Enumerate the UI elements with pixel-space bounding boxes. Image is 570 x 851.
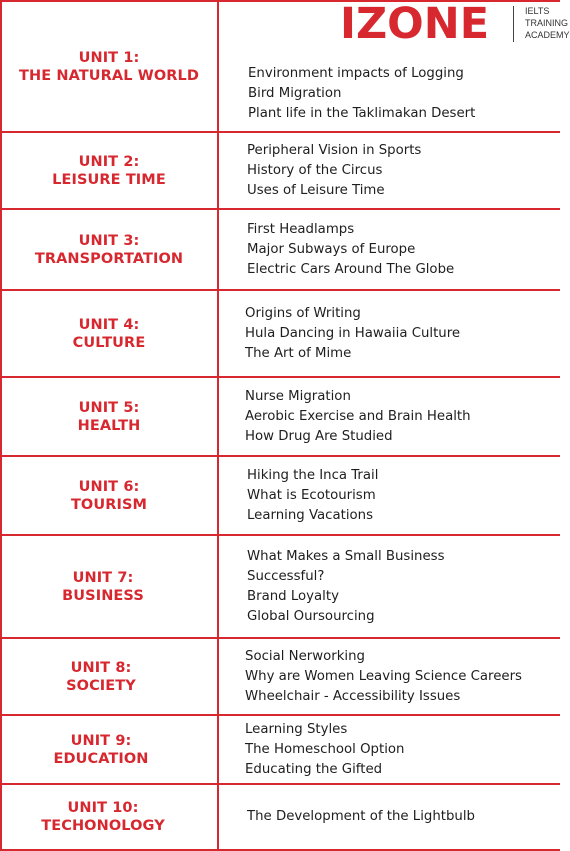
unit-name: HEALTH (77, 417, 141, 434)
unit-topics (247, 209, 556, 290)
logo-tagline-line: TRAINING (525, 18, 569, 28)
logo-tagline-line: IELTS (525, 6, 550, 16)
unit-heading (0, 209, 218, 290)
topic-item: The Development of the Lightbulb (247, 808, 475, 824)
table-row (0, 2, 560, 132)
unit-number: UNIT 4: (78, 316, 140, 333)
topic-item: Brand Loyalty (247, 588, 339, 604)
unit-heading (0, 715, 210, 784)
topic-item: Why are Women Leaving Science Careers (245, 668, 522, 684)
table-row (0, 784, 560, 849)
table-row (0, 377, 560, 456)
topic-item: History of the Circus (247, 162, 383, 178)
topic-item: Successful? (247, 568, 325, 584)
topic-item: Learning Styles (245, 721, 348, 737)
unit-heading (0, 2, 218, 132)
table-row (0, 638, 560, 715)
topic-item: Uses of Leisure Time (247, 182, 385, 198)
topic-item: What is Ecotourism (247, 487, 376, 503)
topic-item: Aerobic Exercise and Brain Health (245, 408, 471, 424)
unit-topics (245, 638, 556, 715)
unit-topics (245, 715, 556, 784)
unit-topics (247, 456, 556, 535)
unit-heading (0, 132, 218, 209)
table-row (0, 132, 560, 209)
topic-item: Nurse Migration (245, 388, 351, 404)
table-row (0, 535, 560, 638)
logo-tagline-line: ACADEMY (525, 30, 570, 40)
topic-item: Plant life in the Taklimakan Desert (248, 106, 476, 121)
topic-item: Wheelchair - Accessibility Issues (245, 688, 461, 704)
unit-topics (247, 784, 556, 849)
topic-item: Global Oursourcing (247, 608, 375, 624)
unit-number: UNIT 8: (70, 659, 132, 676)
table-row (0, 715, 560, 784)
topic-item: Origins of Writing (245, 305, 361, 321)
unit-heading (0, 377, 218, 456)
topic-item: First Headlamps (247, 221, 355, 237)
topic-item: The Homeschool Option (245, 741, 405, 757)
unit-number: UNIT 6: (78, 478, 140, 495)
unit-topics (247, 132, 556, 209)
unit-name: THE NATURAL WORLD (18, 68, 199, 84)
unit-name: TECHONOLOGY (41, 817, 165, 834)
unit-heading (0, 638, 210, 715)
unit-topics (245, 377, 556, 456)
unit-name: LEISURE TIME (52, 171, 166, 188)
logo-wordmark: IZONE (340, 0, 490, 49)
unit-number: UNIT 10: (67, 799, 139, 816)
topic-item: The Art of Mime (245, 345, 352, 361)
unit-name: TOURISM (70, 496, 148, 513)
unit-name: EDUCATION (53, 750, 149, 767)
unit-heading (0, 784, 212, 849)
unit-heading (0, 535, 212, 638)
topic-item: Electric Cars Around The Globe (247, 261, 455, 277)
topic-item: Major Subways of Europe (247, 241, 416, 257)
unit-number: UNIT 9: (70, 732, 132, 749)
unit-topics (245, 290, 556, 377)
topic-item: Hiking the Inca Trail (247, 467, 379, 483)
unit-heading (0, 290, 218, 377)
table-row (0, 456, 560, 535)
topic-item: Learning Vacations (247, 507, 374, 523)
unit-name: TRANSPORTATION (34, 250, 184, 267)
topic-item: What Makes a Small Business (247, 548, 445, 564)
unit-topics (247, 535, 556, 638)
unit-number: UNIT 1: (78, 50, 140, 66)
unit-number: UNIT 7: (72, 569, 134, 586)
topic-item: Environment impacts of Logging (248, 66, 464, 81)
unit-heading (0, 456, 218, 535)
unit-name: BUSINESS (62, 587, 144, 604)
table-row (0, 290, 560, 377)
unit-number: UNIT 3: (78, 232, 140, 249)
table-row (0, 209, 560, 290)
topic-item: Peripheral Vision in Sports (247, 142, 422, 158)
unit-number: UNIT 2: (78, 153, 140, 170)
topic-item: Social Nerworking (245, 648, 365, 664)
topic-item: Hula Dancing in Hawaiia Culture (245, 325, 461, 341)
unit-name: SOCIETY (66, 677, 136, 694)
unit-number: UNIT 5: (78, 399, 140, 416)
topic-item: Educating the Gifted (245, 761, 383, 777)
unit-name: CULTURE (72, 334, 146, 351)
topic-item: How Drug Are Studied (245, 428, 393, 444)
topic-item: Bird Migration (248, 86, 342, 101)
